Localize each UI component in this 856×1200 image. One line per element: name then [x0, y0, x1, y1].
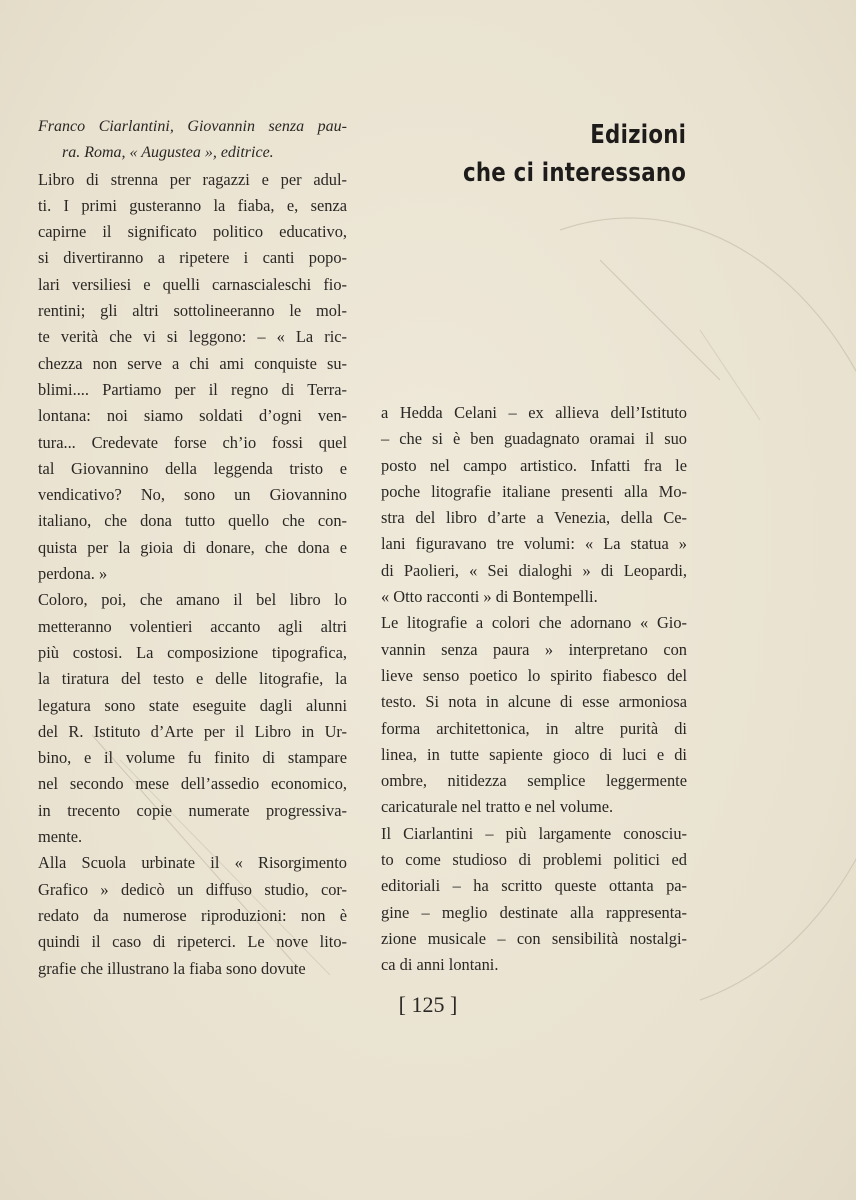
text-line: lari versiliesi e quelli carnascialeschi fio-	[38, 274, 347, 294]
text-line: lieve senso poetico lo spirito fiabesco del	[381, 665, 687, 685]
section-heading	[463, 116, 686, 192]
text-line: gine – meglio destinate alla rappresenta-	[381, 902, 687, 922]
text-line: lontana: noi siamo soldati d’ogni ven-	[38, 406, 347, 426]
text-line: del R. Istituto d’Arte per il Libro in Ur-	[38, 721, 347, 741]
text-line: nel secondo mese dell’assedio economico,	[38, 774, 347, 794]
text-line: stra del libro d’arte a Venezia, della Ce-	[381, 508, 687, 528]
text-line: tura... Credevate forse ch’io fossi quel	[38, 432, 347, 452]
text-line: redato da numerose riproduzioni: non è	[38, 905, 347, 925]
text-line: grafie che illustrano la fiaba sono dovute	[38, 958, 306, 978]
citation-line-1: Franco Ciarlantini, Giovannin senza pau-	[38, 118, 347, 135]
text-line: « Otto racconti » di Bontempelli.	[381, 587, 598, 607]
text-line: mente.	[38, 827, 83, 847]
text-line: zione musicale – con sensibilità nostalgi-	[381, 928, 687, 948]
text-line: si divertiranno a ripetere i canti popo-	[38, 248, 347, 268]
text-line: ombre, nitidezza semplice leggermente	[381, 771, 687, 791]
text-line: Il Ciarlantini – più largamente conosciu-	[381, 823, 687, 843]
left-text-column	[38, 114, 347, 982]
text-line: poche litografie italiane presenti alla Mo-	[381, 481, 687, 501]
text-line: testo. Si nota in alcune di esse armoniosa	[381, 692, 687, 712]
text-line: blimi.... Partiamo per il regno di Terra-	[38, 379, 347, 399]
right-text-column	[381, 400, 687, 979]
text-line: italiano, che dona tutto quello che con-	[38, 511, 347, 531]
text-line: vendicativo? No, sono un Giovannino	[38, 485, 347, 505]
text-line: vannin senza paura » interpretano con	[381, 639, 687, 659]
text-line: a Hedda Celani – ex allieva dell’Istituto	[381, 403, 687, 422]
text-line: linea, in tutte sapiente gioco di luci e di	[381, 744, 687, 764]
text-line: Grafico » dedicò un diffuso studio, cor-	[38, 879, 347, 899]
book-citation	[38, 114, 347, 167]
heading-line-1: Edizioni	[590, 120, 686, 150]
text-line: bino, e il volume fu finito di stampare	[38, 748, 347, 768]
text-line: lani figuravano tre volumi: « La statua »	[381, 534, 687, 554]
text-line: ca di anni lontani.	[381, 955, 499, 975]
text-line: metteranno volentieri accanto agli altri	[38, 616, 347, 636]
text-line: chezza non serve a chi ami conquiste su-	[38, 353, 347, 373]
text-line: rentini; gli altri sottolineeranno le mol-	[38, 301, 347, 321]
text-line: capirne il significato politico educativo,	[38, 222, 347, 242]
text-line: Libro di strenna per ragazzi e per adul-	[38, 169, 347, 189]
text-line: perdona. »	[38, 564, 108, 584]
text-line: to come studioso di problemi politici ed	[381, 850, 687, 870]
text-line: quista per la gioia di donare, che dona e	[38, 537, 347, 557]
text-line: quindi il caso di ripeterci. Le nove lito-	[38, 932, 347, 952]
text-line: più costosi. La composizione tipografica,	[38, 642, 347, 662]
right-column-text	[381, 400, 687, 979]
citation-line-2: ra. Roma, « Augustea », editrice.	[62, 144, 274, 162]
heading-line-2: che ci interessano	[462, 158, 686, 188]
text-line: forma architettonica, in altre purità di	[381, 718, 687, 738]
text-line: Coloro, poi, che amano il bel libro lo	[38, 590, 347, 610]
text-line: ti. I primi gusteranno la fiaba, e, senza	[38, 195, 347, 215]
text-line: in trecento copie numerate progressiva-	[38, 800, 347, 820]
page-number: [ 125 ]	[398, 992, 458, 1017]
text-line: di Paolieri, « Sei dialoghi » di Leopardi,	[381, 560, 687, 580]
left-column-text	[38, 167, 347, 982]
text-line: Le litografie a colori che adornano « Gio-	[381, 613, 687, 633]
text-line: – che si è ben guadagnato oramai il suo	[381, 429, 687, 449]
text-line: legatura sono state eseguite dagli alunni	[38, 695, 347, 715]
text-line: tal Giovannino della leggenda tristo e	[38, 458, 347, 478]
text-line: posto nel campo artistico. Infatti fra le	[381, 455, 687, 475]
text-line: caricaturale nel tratto e nel volume.	[381, 797, 614, 817]
text-line: la tiratura del testo e delle litografie, la	[38, 669, 347, 689]
text-line: editoriali – ha scritto queste ottanta pa-	[381, 876, 687, 896]
text-line: te verità che vi si leggono: – « La ric-	[38, 327, 347, 347]
text-line: Alla Scuola urbinate il « Risorgimento	[38, 853, 347, 873]
